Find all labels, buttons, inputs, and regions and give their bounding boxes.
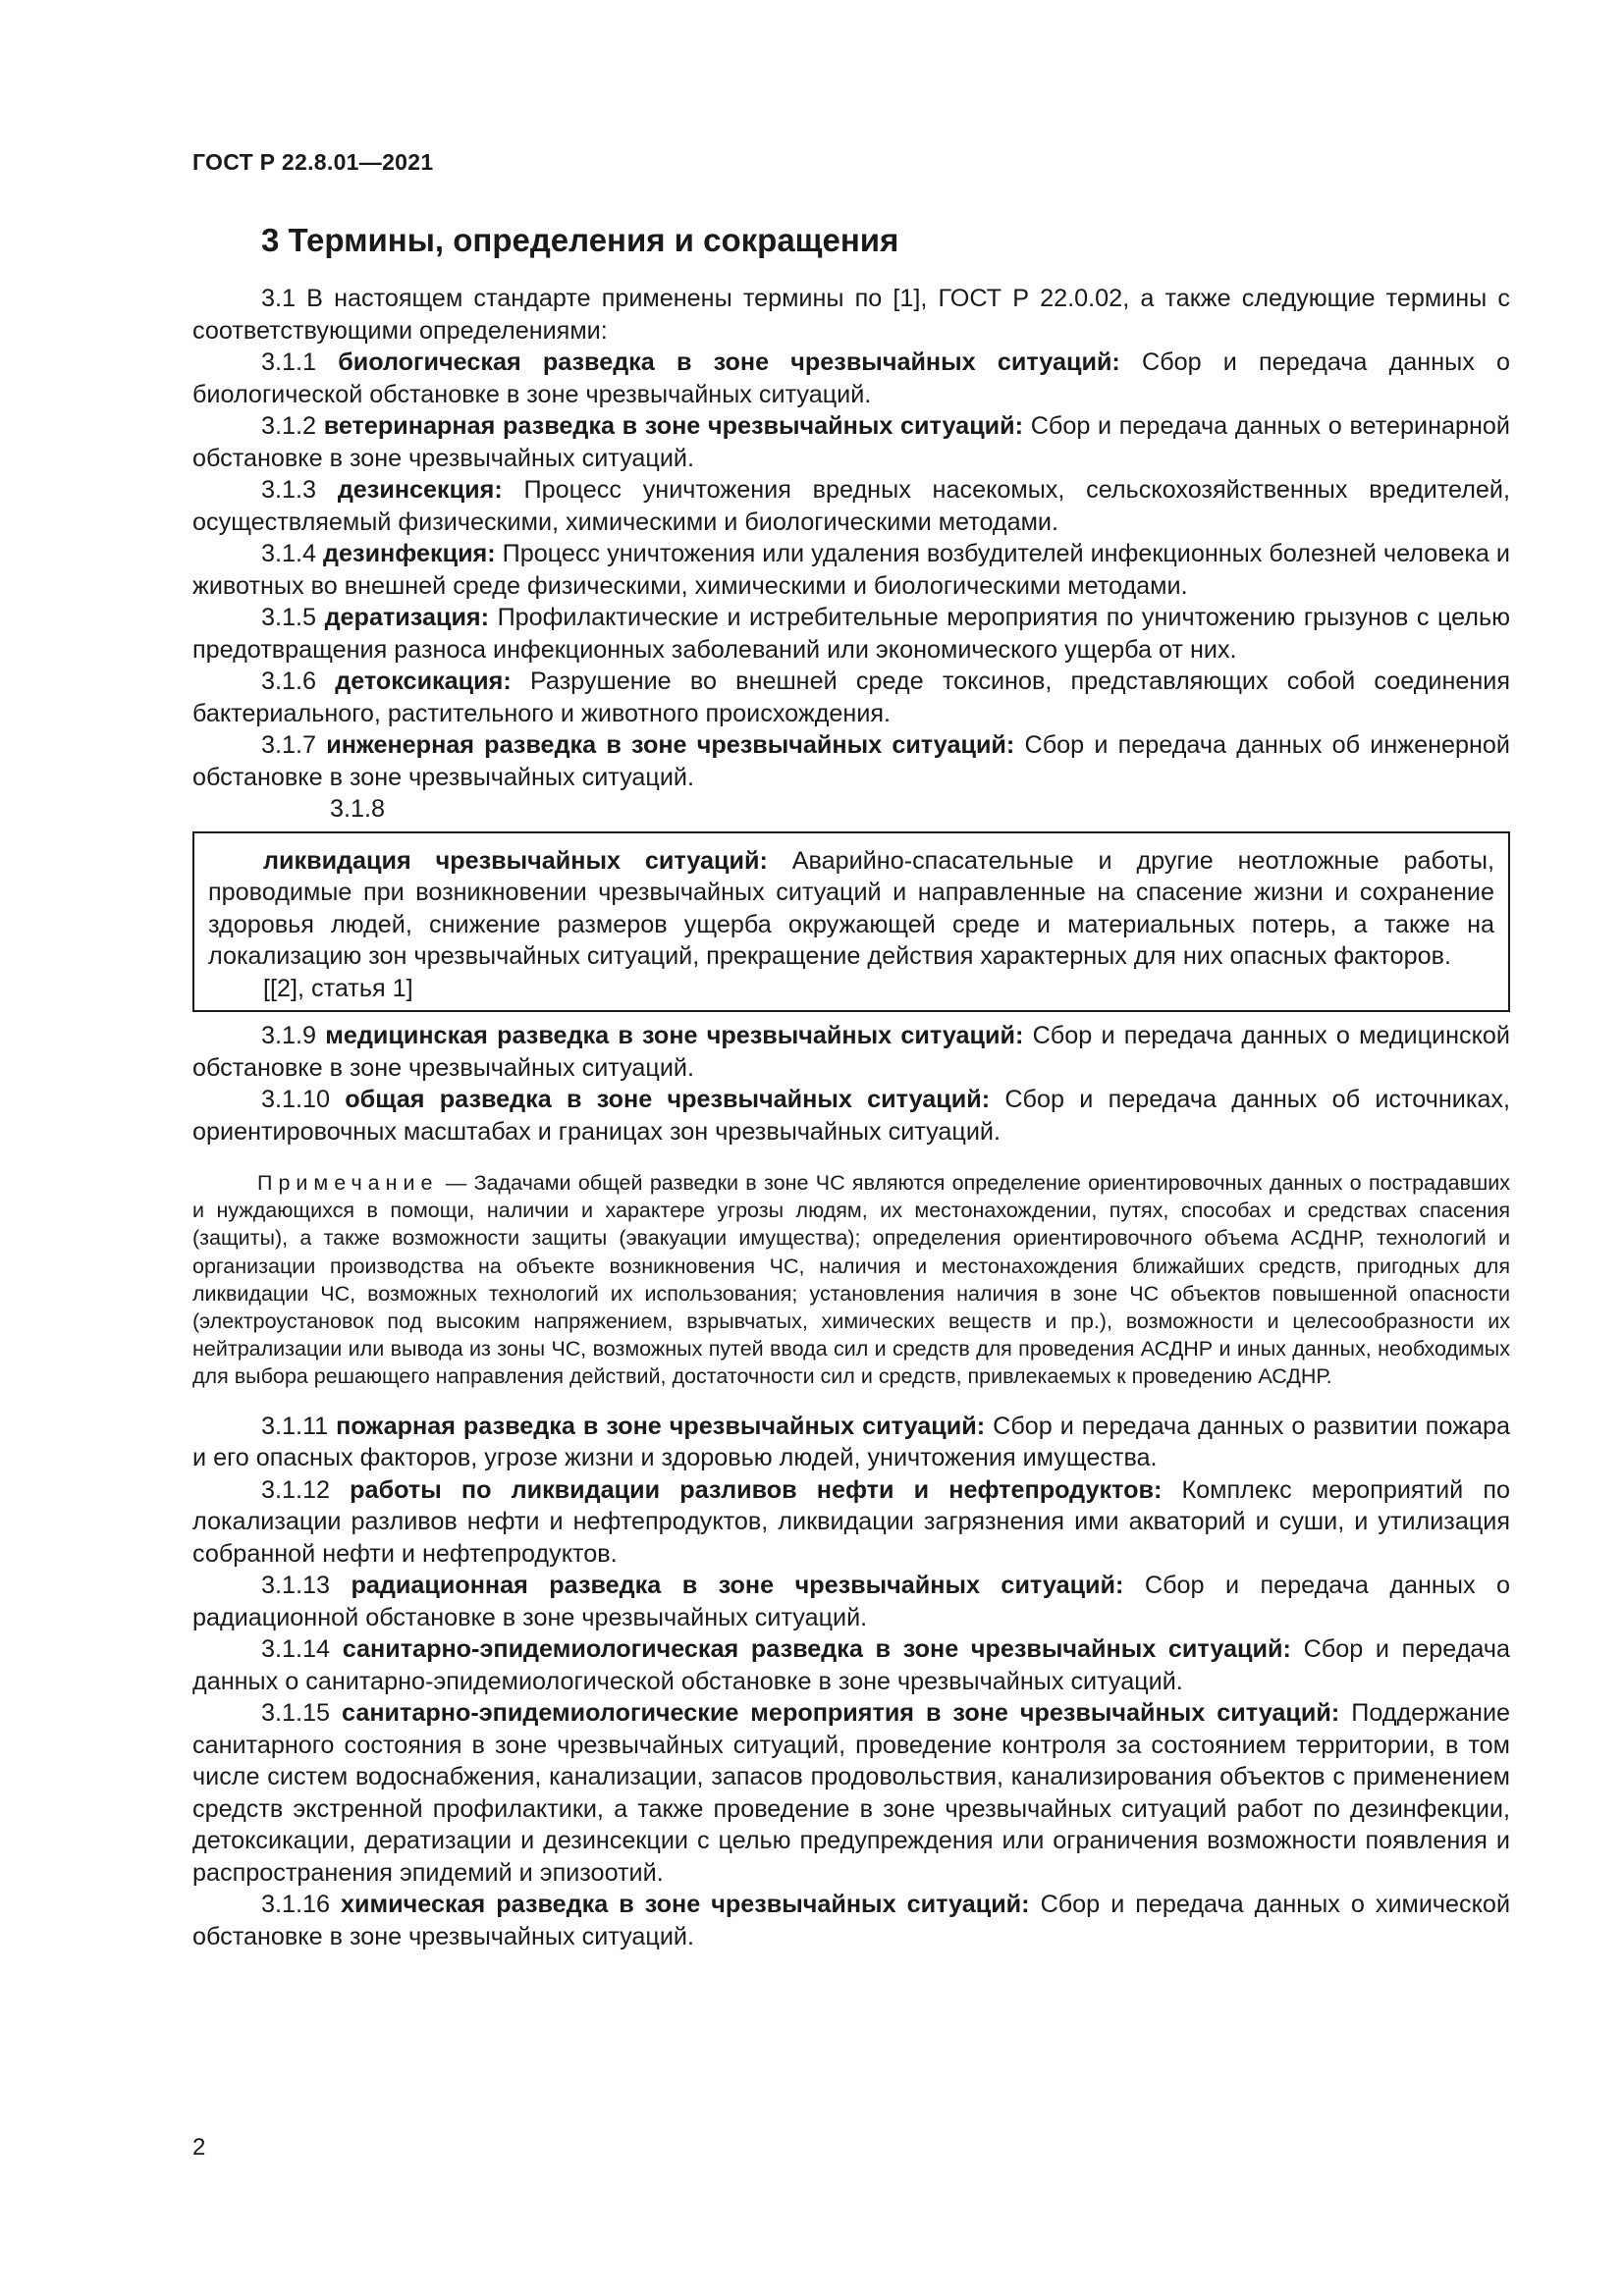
- term-number: 3.1.11: [261, 1412, 329, 1440]
- terms-list: [192, 1411, 1510, 1953]
- term-number: 3.1.12: [261, 1475, 331, 1504]
- term-name: санитарно-эпидемиологические мероприятия в зоне чрезвычайных ситуаций:: [342, 1699, 1340, 1728]
- term-entry: [192, 602, 1510, 666]
- term-definition: Процесс уничтожения вредных насекомых, сельскохозяйственных вредителей, осуществляемый физическими, химическими и биологическими методами.: [192, 476, 1511, 536]
- term-number: 3.1.3: [261, 476, 317, 504]
- term-name: дезинсекция:: [337, 476, 503, 504]
- term-definition: Профилактические и истребительные мероприятия по уничтожению грызунов с целью предотвращения разноса инфекционных заболеваний или экономического ущерба от них.: [192, 604, 1510, 664]
- term-definition: Сбор и передача данных о санитарно-эпидемиологической обстановке в зоне чрезвычайных ситуаций.: [192, 1635, 1511, 1695]
- note-text: Задачами общей разведки в зоне ЧС являются определение ориентировочных данных о пострадавших и нуждающихся в помощи, наличии и характере угрозы людям, их местонахождении, путях, способах и средствах спасения (защиты), а также возможности защиты (эвакуации имущества); определения ориентировочного объема АСДНР, технологий и организации производства на объекте возникновения ЧС, наличия и местонахождения ближайших средств, пригодных для ликвидации ЧС, возможных технологий их использования; установления наличия в зоне ЧС объектов повышенной опасности (электроустановок под высоким напряжением, взрывчатых, химических веществ и пр.), возможности и целесообразности их нейтрализации или вывода из зоны ЧС, возможных путей ввода сил и средств для проведения АСДНР и иных данных, необходимых для выбора решающего направления действий, достаточности сил и средств, привлекаемых к проведению АСДНР.: [192, 1171, 1510, 1389]
- boxed-term-paragraph: [208, 845, 1494, 973]
- term-definition: Сбор и передача данных об инженерной обстановке в зоне чрезвычайных ситуаций.: [192, 731, 1510, 791]
- term-number: 3.1.5: [261, 604, 317, 631]
- intro-paragraph: 3.1 В настоящем стандарте применены термины по [1], ГОСТ Р 22.0.02, а также следующие термины с соответствующими определениями:: [192, 285, 1510, 345]
- term-number: 3.1.4: [261, 540, 317, 567]
- note-label: Примечание: [257, 1171, 439, 1195]
- term-name: биологическая разведка в зоне чрезвычайных ситуаций:: [338, 348, 1120, 376]
- note-block: [192, 1169, 1510, 1391]
- term-name: ветеринарная разведка в зоне чрезвычайных ситуаций:: [323, 412, 1024, 440]
- term-number: 3.1.10: [261, 1086, 331, 1113]
- quoted-definition-box: [192, 831, 1510, 1013]
- term-entry: [192, 666, 1510, 729]
- term-definition: Комплекс мероприятий по локализации разливов нефти и нефтепродуктов, ликвидации загрязнения ими акваторий и суши, и утилизация собранной нефти и нефтепродуктов.: [192, 1475, 1511, 1568]
- term-number: 3.1.2: [261, 412, 317, 440]
- document-code-header: ГОСТ Р 22.8.01—2021: [192, 149, 434, 175]
- term-name: детоксикация:: [335, 667, 512, 695]
- term-entry: [192, 1411, 1510, 1474]
- term-number: 3.1.7: [261, 731, 317, 759]
- term-name: радиационная разведка в зоне чрезвычайных ситуаций:: [351, 1572, 1124, 1600]
- page-number: 2: [192, 2134, 206, 2161]
- term-definition: Сбор и передача данных о ветеринарной обстановке в зоне чрезвычайных ситуаций.: [192, 412, 1510, 472]
- term-entry: [192, 474, 1510, 538]
- term-entry: [192, 1474, 1510, 1571]
- term-definition: Разрушение во внешней среде токсинов, представляющих собой соединения бактериального, растительного и животного происхождения.: [192, 667, 1511, 727]
- document-body: [192, 283, 1510, 1952]
- note-dash: —: [438, 1171, 474, 1195]
- term-name: общая разведка в зоне чрезвычайных ситуаций:: [345, 1086, 991, 1113]
- term-number: 3.1.16: [261, 1891, 331, 1919]
- term-definition: Сбор и передача данных о биологической обстановке в зоне чрезвычайных ситуаций.: [192, 348, 1510, 408]
- term-name: работы по ликвидации разливов нефти и нефтепродуктов:: [350, 1475, 1163, 1504]
- term-definition: Сбор и передача данных о химической обстановке в зоне чрезвычайных ситуаций.: [192, 1891, 1511, 1950]
- term-number: 3.1.1: [261, 348, 317, 376]
- term-entry: [192, 538, 1510, 602]
- term-number: 3.1.14: [261, 1635, 331, 1664]
- term-entry: [192, 1084, 1510, 1148]
- term-definition: Сбор и передача данных об источниках, ориентировочных масштабах и границах зон чрезвычайных ситуаций.: [192, 1086, 1511, 1146]
- term-name: дератизация:: [324, 604, 490, 631]
- term-entry: [192, 1889, 1510, 1952]
- term-entry: [192, 1020, 1510, 1084]
- term-definition: Сбор и передача данных о развитии пожара и его опасных факторов, угрозе жизни и здоровью людей, уничтожения имущества.: [192, 1412, 1510, 1472]
- term-name: медицинская разведка в зоне чрезвычайных ситуаций:: [325, 1022, 1024, 1049]
- terms-list: [192, 347, 1510, 793]
- term-name: инженерная разведка в зоне чрезвычайных ситуаций:: [326, 731, 1015, 759]
- term-definition: Поддержание санитарного состояния в зоне чрезвычайных ситуаций, проведение контроля за состоянием территории, в том числе систем водоснабжения, канализации, запасов продовольствия, канализирования объектов с применением средств экстренной профилактики, а также проведение в зоне чрезвычайных ситуаций работ по дезинфекции, детоксикации, дератизации и дезинсекции с целью предупреждения или ограничения возможности появления и распространения эпидемий и эпизоотий.: [192, 1699, 1511, 1887]
- boxed-term-name: ликвидация чрезвычайных ситуаций:: [263, 846, 768, 875]
- term-definition: Сбор и передача данных о медицинской обстановке в зоне чрезвычайных ситуаций.: [192, 1022, 1510, 1082]
- term-entry: [192, 1633, 1510, 1697]
- boxed-term-number: 3.1.8: [330, 795, 386, 823]
- term-number: 3.1.6: [261, 667, 317, 695]
- term-name: санитарно-эпидемиологическая разведка в зоне чрезвычайных ситуаций:: [342, 1635, 1291, 1664]
- term-name: пожарная разведка в зоне чрезвычайных ситуаций:: [336, 1412, 986, 1440]
- term-definition: Сбор и передача данных о радиационной обстановке в зоне чрезвычайных ситуаций.: [192, 1572, 1510, 1631]
- term-entry: [192, 729, 1510, 793]
- terms-list: [192, 1020, 1510, 1148]
- term-number: 3.1.13: [261, 1572, 331, 1600]
- section-title: 3 Термины, определения и сокращения: [261, 222, 899, 258]
- term-number: 3.1.9: [261, 1022, 317, 1049]
- boxed-term-source: [[2], статья 1]: [263, 974, 413, 1002]
- boxed-term-definition: Аварийно-спасательные и другие неотложные работы, проводимые при возникновении чрезвычайных ситуаций и направленные на спасение жизни и сохранение здоровья людей, снижение размеров ущерба окружающей среде и материальных потерь, а также на локализацию зон чрезвычайных ситуаций, прекращение действия характерных для них опасных факторов.: [208, 846, 1494, 970]
- term-entry: [192, 410, 1510, 474]
- term-number: 3.1.15: [261, 1699, 331, 1728]
- term-entry: [192, 1697, 1510, 1889]
- term-entry: [192, 347, 1510, 410]
- term-entry: [192, 1570, 1510, 1633]
- term-definition: Процесс уничтожения или удаления возбудителей инфекционных болезней человека и животных во внешней среде физическими, химическими и биологическими методами.: [192, 540, 1510, 600]
- term-name: химическая разведка в зоне чрезвычайных ситуаций:: [341, 1891, 1030, 1919]
- term-name: дезинфекция:: [323, 540, 496, 567]
- note-paragraph: [192, 1169, 1510, 1391]
